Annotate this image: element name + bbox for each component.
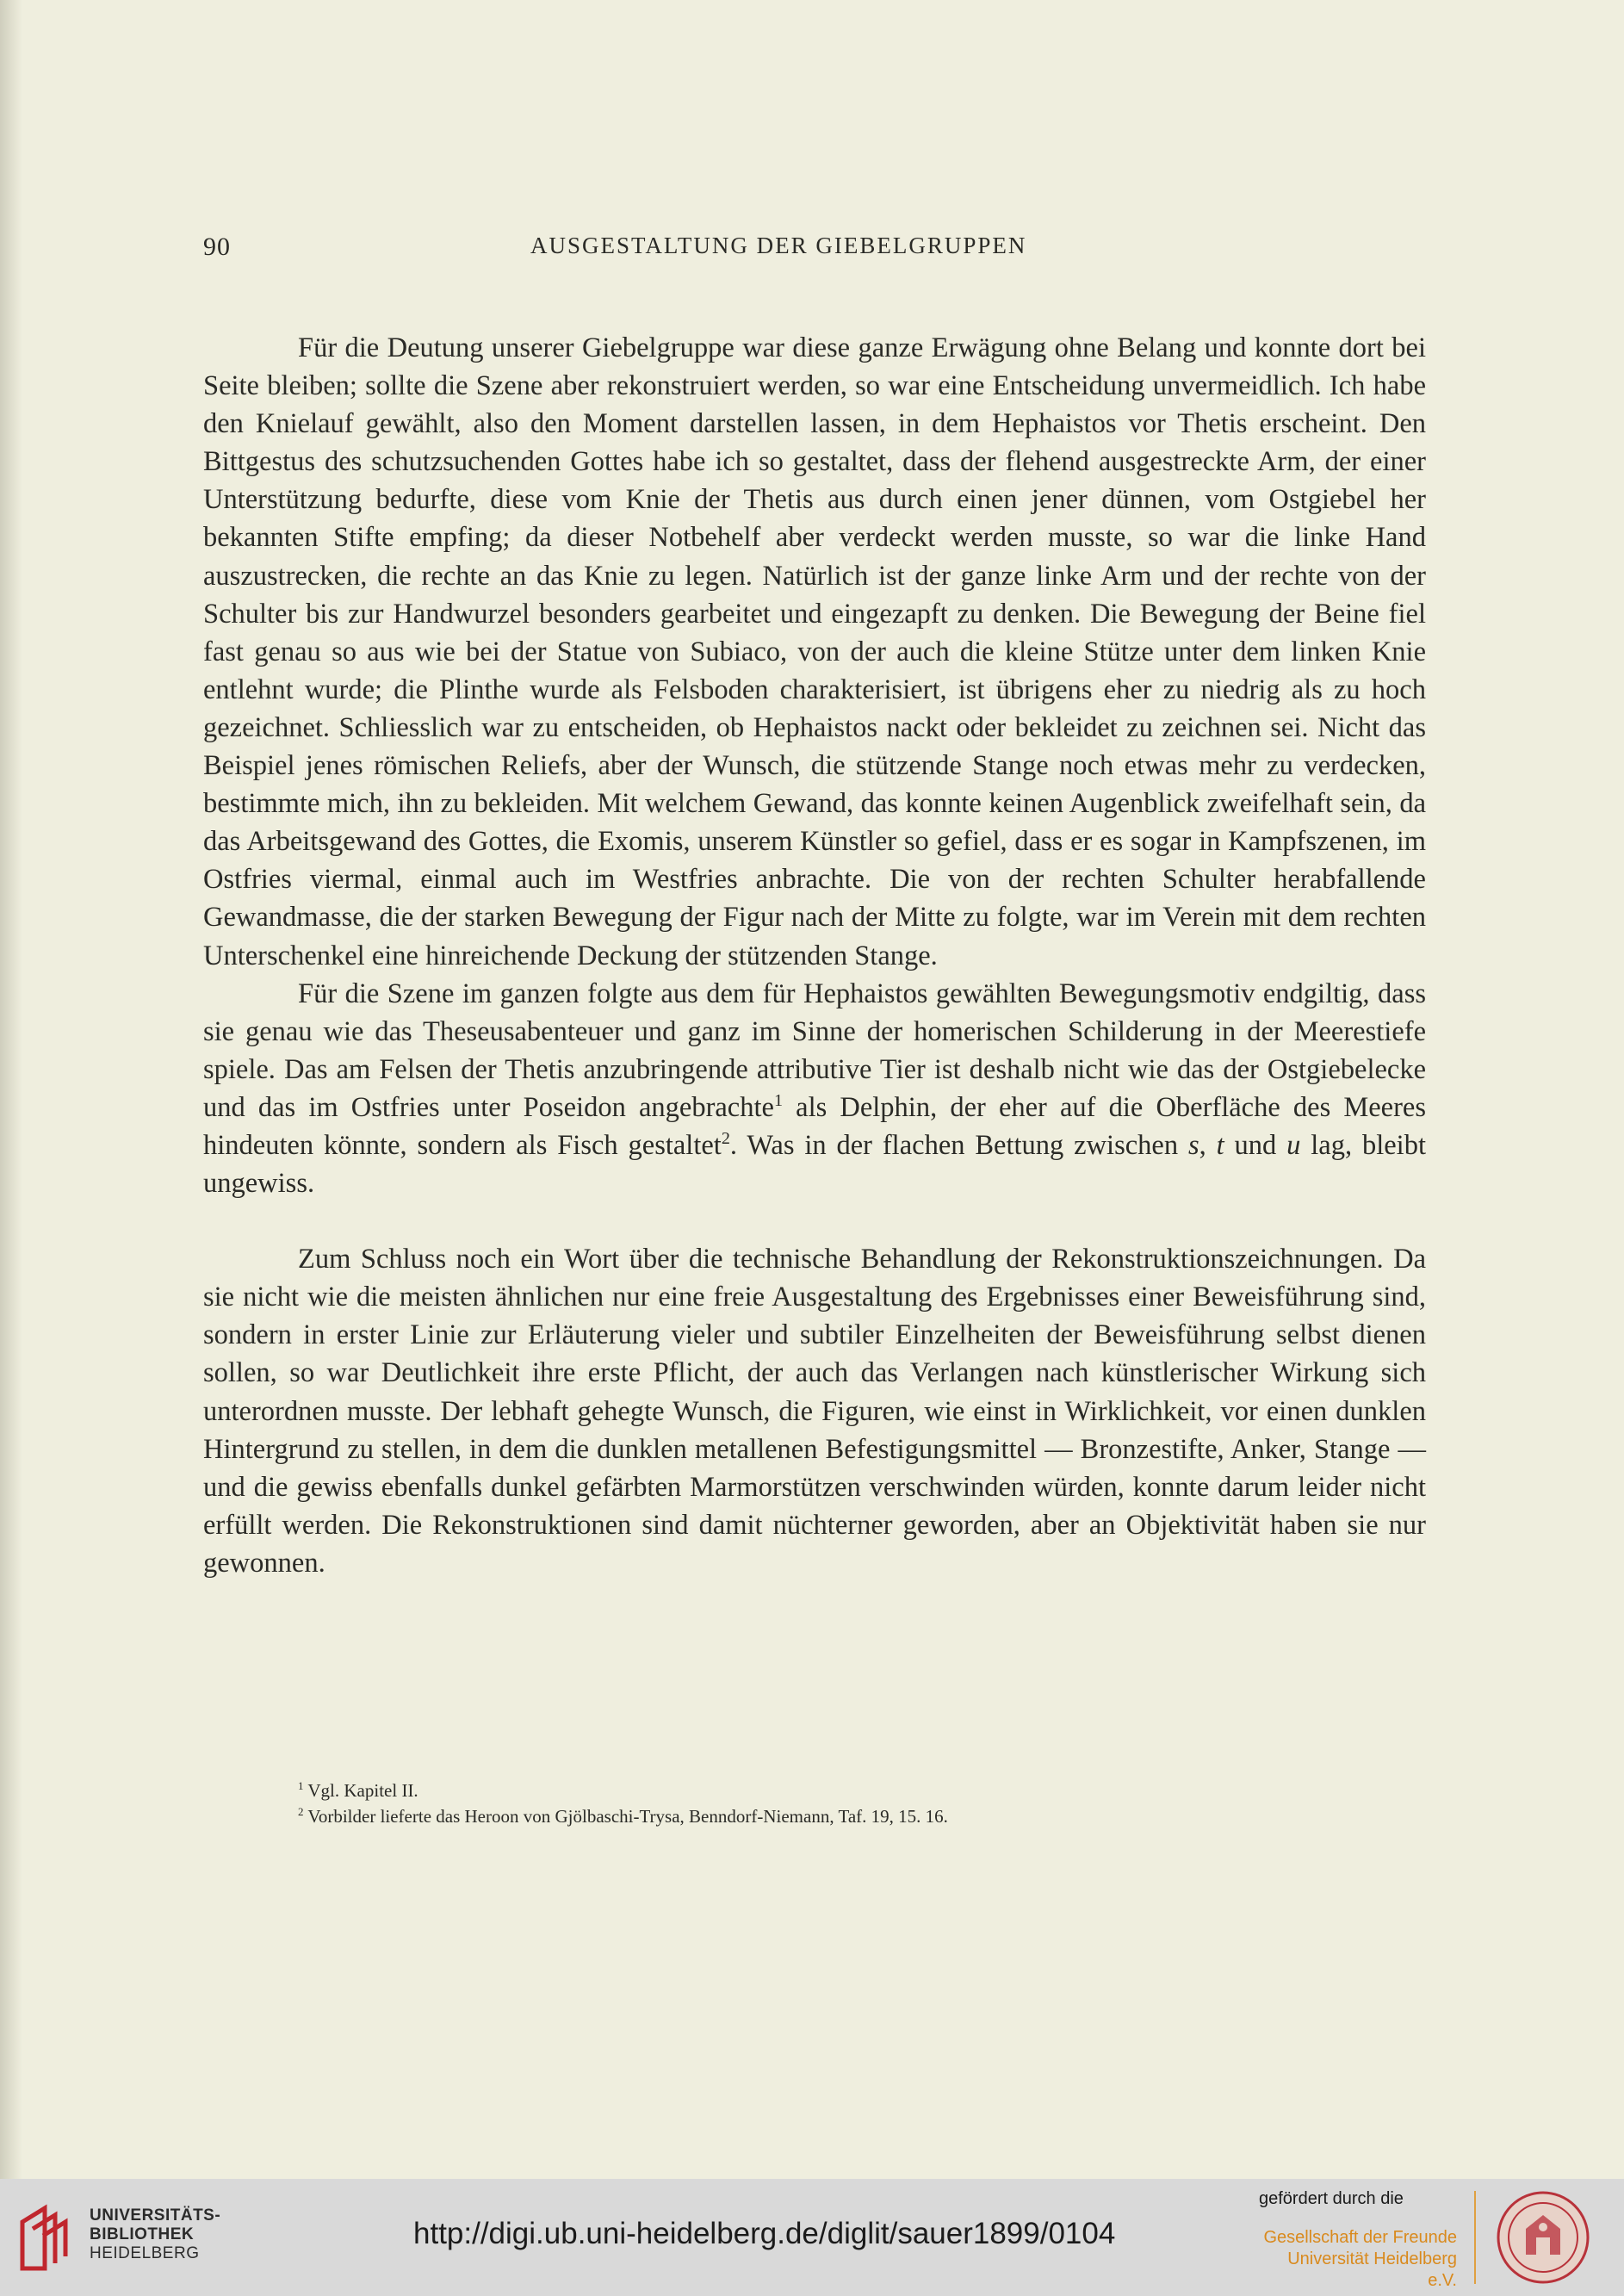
footnote-1: $^1$ Vgl. Kapitel II. xyxy=(298,1779,418,1801)
body-text xyxy=(203,329,1426,1582)
paragraph-2: Für die Szene im ganzen folgte aus dem für Hephaistos gewählten Bewegungsmotiv endgiltig, dass sie genau wie das Theseusabenteuer und ganz im Sinne der homerischen Schilderung in der Meerestiefe spiele. Das am Felsen der Thetis anzubringende attributive Tier ist deshalb nicht wie das der Ostgiebelecke und das im Ostfries unter Poseidon angebrachte$^1$ als Delphin, der eher auf die Oberfläche des Meeres hindeuten könnte, sondern als Fisch gestaltet$^2$. Was in der flachen Bettung zwischen s, t und u lag, bleibt ungewiss. xyxy=(203,977,1426,1200)
university-seal-icon[interactable] xyxy=(1495,2189,1591,2286)
banner-divider xyxy=(1474,2191,1476,2284)
page-number: 90 xyxy=(203,233,231,261)
sponsor-label: gefördert durch die xyxy=(1259,2189,1404,2208)
paragraph-1: Für die Deutung unserer Giebelgruppe war diese ganze Erwägung ohne Belang und konnte dort bei Seite bleiben; sollte die Szene aber rekonstruiert werden, so war eine Entscheidung unvermeidlich. Ich habe den Knielauf gewählt, also den Moment darstellen lassen, in dem Hephaistos vor Thetis erscheint. Den Bittgestus des schutzsuchenden Gottes habe ich so gestaltet, dass der flehend ausgestreckte Arm, der einer Unterstützung bedurfte, diese vom Knie der Thetis aus durch einen jener dünnen, vom Ostgiebel her bekannten Stifte empfing; da dieser Notbehelf aber verdeckt werden musste, so war die linke Hand auszustrecken, die rechte an das Knie zu legen. Natürlich ist der ganze linke Arm und der rechte von der Schulter bis zur Handwurzel besonders gearbeitet und eingezapft zu denken. Die Bewegung der Beine fiel fast genau so aus wie bei der Statue von Subiaco, von der auch die kleine Stütze unter dem linken Knie entlehnt wurde; die Plinthe wurde als Felsboden charakterisiert, ist übrigens eher zu niedrig als zu hoch gezeichnet. Schliesslich war zu entscheiden, ob Hephaistos nackt oder bekleidet zu zeichnen sei. Nicht das Beispiel jenes römischen Reliefs, aber der Wunsch, die stützende Stange noch etwas mehr zu verdecken, bestimmte mich, ihn zu bekleiden. Mit welchem Gewand, das konnte keinen Augenblick zweifelhaft sein, da das Arbeitsgewand des Gottes, die Exomis, unserem Künstler so gefiel, dass er es sogar in Kampfszenen, im Ostfries viermal, einmal auch im Westfries anbrachte. Die von der rechten Schulter herabfallende Gewandmasse, die der starken Bewegung der Figur nach der Mitte zu folgte, war im Verein mit dem rechten Unterschenkel eine hinreichende Deckung der stützenden Stange. xyxy=(203,332,1426,971)
page-header xyxy=(203,233,1426,267)
ub-heidelberg-logo-icon[interactable] xyxy=(17,2203,71,2274)
digitization-banner xyxy=(0,2179,1624,2296)
library-name[interactable]: UNIVERSITÄTS- BIBLIOTHEK HEIDELBERG xyxy=(90,2206,221,2262)
sponsor-name[interactable]: Gesellschaft der Freunde Universität Heidelberg e.V. xyxy=(1263,2228,1457,2290)
footnote-ref-1: 1 xyxy=(773,1091,784,1111)
paragraph-3: Zum Schluss noch ein Wort über die technische Behandlung der Rekonstruktionszeichnungen. Da sie nicht wie die meisten ähnlichen nur eine freie Ausgestaltung des Ergebnisses einer Beweisführung sind, sondern in erster Linie zur Erläuterung vieler und subtiler Einzelheiten der Beweisführung selbst dienen sollen, so war Deutlichkeit ihre erste Pflicht, der auch das Verlangen nach künstlerischer Wirkung sich unterordnen musste. Der lebhaft gehegte Wunsch, die Figuren, wie einst in Wirklichkeit, vor einen dunklen Hintergrund zu stellen, in dem die dunklen metallenen Befestigungsmittel — Bronzestifte, Anker, Stange — und die gewiss ebenfalls dunkel gefärbten Marmorstützen verschwinden würden, konnte darum leider nicht erfüllt werden. Die Rekonstruktionen sind damit nüchterner geworden, aber an Objektivität haben sie nur gewonnen. xyxy=(203,1244,1426,1579)
permalink-url[interactable]: http://digi.ub.uni-heidelberg.de/diglit/sauer1899/0104 xyxy=(413,2217,1116,2250)
running-head: AUSGESTALTUNG DER GIEBELGRUPPEN xyxy=(530,233,1027,258)
page-edge-shadow xyxy=(0,0,22,2179)
footnotes xyxy=(203,1778,1426,1829)
footnote-2: $^2$ Vorbilder lieferte das Heroon von Gjölbaschi-Trysa, Benndorf-Niemann, Taf. 19, 15. 16. xyxy=(298,1805,948,1827)
footnote-ref-2: 2 xyxy=(721,1129,730,1149)
